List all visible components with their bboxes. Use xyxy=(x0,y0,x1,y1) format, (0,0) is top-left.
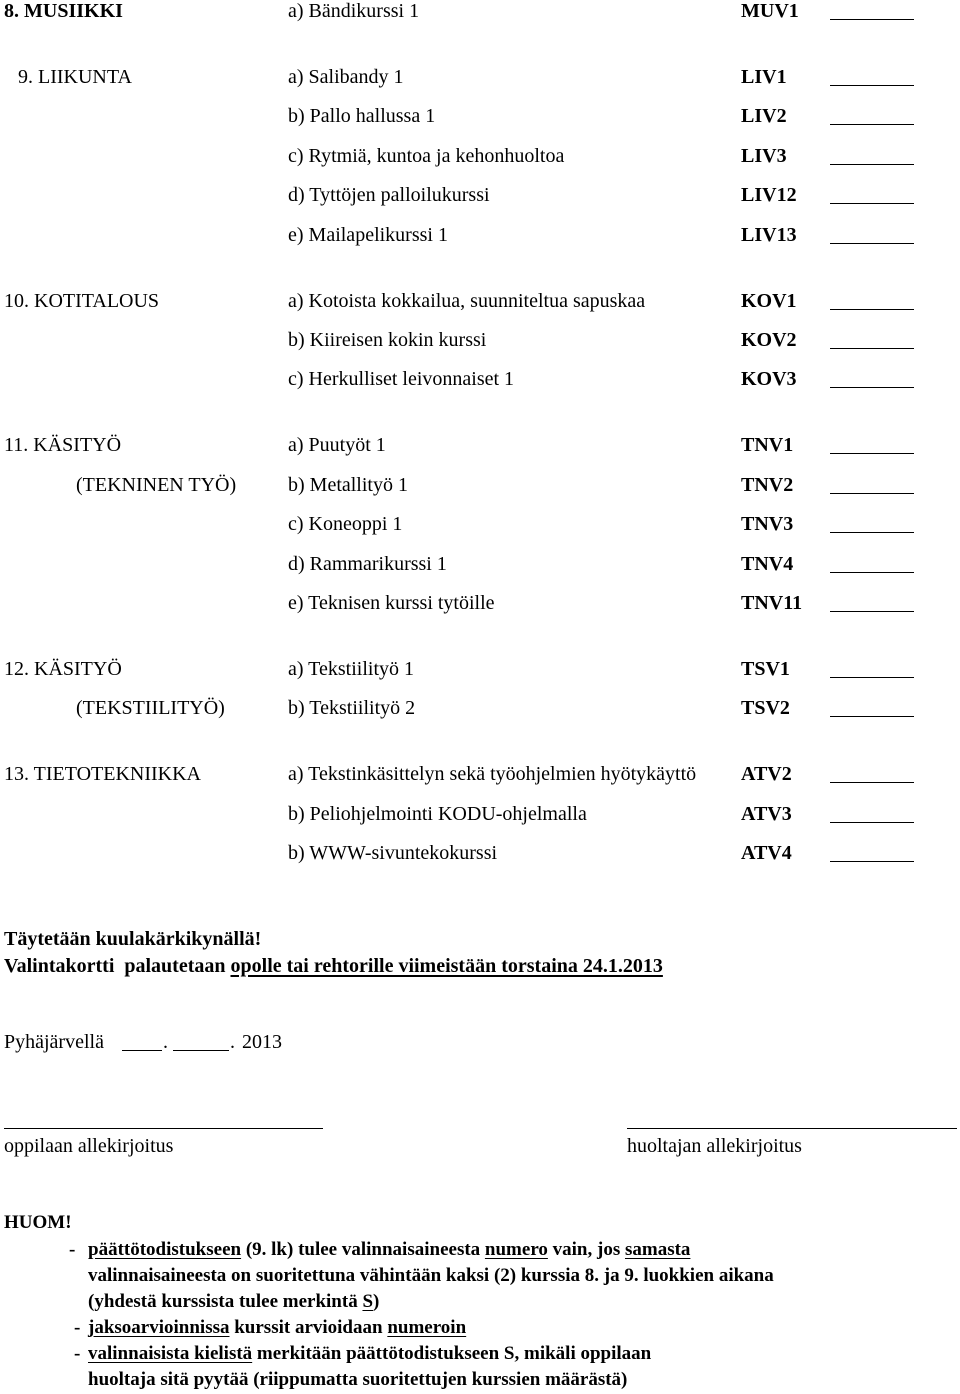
pen-instruction: Täytetään kuulakärkikynällä! xyxy=(4,928,262,950)
day-field[interactable] xyxy=(122,1050,162,1051)
course-code: LIV2 xyxy=(741,105,787,128)
student-signature-line[interactable] xyxy=(4,1128,323,1129)
note-title: HUOM! xyxy=(4,1212,72,1233)
note-bullet-1-line-3 xyxy=(88,1292,379,1311)
course-label: d) Tyttöjen palloilukurssi xyxy=(288,184,490,207)
course-label: b) Tekstiilityö 2 xyxy=(288,697,416,720)
note-bullet-1-line-2: valinnaisaineesta on suoritettuna vähintään kaksi (2) kurssia 8. ja 9. luokkien aikana xyxy=(88,1265,774,1286)
note-bullet-3-line-1 xyxy=(88,1344,651,1363)
course-code: ATV2 xyxy=(741,763,792,786)
note-bullet-2 xyxy=(88,1318,466,1337)
course-choice-blank[interactable] xyxy=(830,309,914,310)
course-label: d) Rammarikurssi 1 xyxy=(288,552,447,575)
course-choice-blank[interactable] xyxy=(830,348,914,349)
course-choice-blank[interactable] xyxy=(830,822,914,823)
note-bullet-1-text-3: (yhdestä kurssista tulee merkintä xyxy=(88,1291,363,1312)
note-term-same: samasta xyxy=(624,1239,691,1260)
date-year: 2013 xyxy=(242,1031,282,1053)
course-label: b) WWW-sivuntekokurssi xyxy=(288,842,498,865)
note-bullet-1-line-1 xyxy=(88,1240,690,1259)
course-code: LIV3 xyxy=(741,144,787,167)
note-bullet-3-dash: - xyxy=(74,1343,81,1364)
course-code: LIV1 xyxy=(741,66,787,88)
course-code: KOV3 xyxy=(741,368,797,391)
course-code: KOV2 xyxy=(741,329,797,351)
subject-name: 12. KÄSITYÖ xyxy=(4,658,122,680)
return-deadline: opolle tai rehtorille viimeistään torstaina 24.1.2013 xyxy=(230,955,663,977)
course-choice-blank[interactable] xyxy=(830,677,914,678)
course-label: e) Teknisen kurssi tytöille xyxy=(288,592,495,614)
course-label: a) Tekstinkäsittelyn sekä työohjelmien hyötykäyttö xyxy=(288,763,697,786)
return-instruction-text: Valintakortti palautetaan xyxy=(4,955,231,977)
course-code: TNV4 xyxy=(741,552,794,575)
course-code: TNV11 xyxy=(741,592,803,614)
course-choice-blank[interactable] xyxy=(830,611,914,612)
course-choice-blank[interactable] xyxy=(830,861,914,862)
course-label: b) Metallityö 1 xyxy=(288,473,408,496)
note-bullet-1-text-1: (9. lk) tulee valinnaisaineesta xyxy=(241,1239,485,1260)
course-choice-blank[interactable] xyxy=(830,203,914,204)
course-label: a) Puutyöt 1 xyxy=(288,434,386,457)
note-bullet-3-line-2: huoltaja sitä pyytää (riippumatta suoritettujen kurssien määrästä) xyxy=(88,1369,628,1390)
note-term-s: S xyxy=(362,1291,374,1312)
date-line xyxy=(4,1032,104,1052)
course-label: a) Tekstiilityö 1 xyxy=(288,658,414,680)
course-code: MUV1 xyxy=(741,0,799,22)
date-separator-1: . xyxy=(163,1031,168,1053)
course-label: c) Koneoppi 1 xyxy=(288,513,403,536)
course-code: TNV2 xyxy=(741,473,794,496)
course-choice-blank[interactable] xyxy=(830,453,914,454)
subject-subtitle: (TEKNINEN TYÖ) xyxy=(76,473,237,496)
course-choice-blank[interactable] xyxy=(830,532,914,533)
date-place: Pyhäjärvellä xyxy=(4,1031,104,1053)
month-field[interactable] xyxy=(173,1050,229,1051)
course-code: ATV4 xyxy=(741,842,792,865)
course-choice-blank[interactable] xyxy=(830,243,914,244)
course-code: ATV3 xyxy=(741,802,792,825)
course-code: TSV1 xyxy=(741,658,790,680)
course-label: c) Herkulliset leivonnaiset 1 xyxy=(288,368,515,391)
note-term-final-certificate: päättötodistukseen xyxy=(88,1239,242,1260)
course-code: LIV12 xyxy=(741,184,797,207)
note-bullet-2-dash: - xyxy=(74,1317,81,1338)
course-label: c) Rytmiä, kuntoa ja kehonhuoltoa xyxy=(288,144,565,167)
guardian-signature-label: huoltajan allekirjoitus xyxy=(627,1135,802,1157)
course-code: TSV2 xyxy=(741,697,790,720)
student-signature-label: oppilaan allekirjoitus xyxy=(4,1135,174,1157)
subject-name: 8. MUSIIKKI xyxy=(4,0,123,22)
note-bullet-1-text-4: ) xyxy=(373,1291,380,1312)
course-code: KOV1 xyxy=(741,289,797,312)
guardian-signature-line[interactable] xyxy=(627,1128,957,1129)
note-term-optional-languages: valinnaisista kielistä xyxy=(88,1343,253,1364)
note-term-numbers: numeroin xyxy=(387,1317,467,1338)
note-bullet-1-text-2: vain, jos xyxy=(547,1239,625,1260)
course-label: a) Bändikurssi 1 xyxy=(288,0,420,22)
course-choice-blank[interactable] xyxy=(830,572,914,573)
date-separator-2: . xyxy=(230,1031,235,1053)
course-choice-blank[interactable] xyxy=(830,85,914,86)
course-choice-blank[interactable] xyxy=(830,493,914,494)
course-choice-blank[interactable] xyxy=(830,387,914,388)
subject-name: 13. TIETOTEKNIIKKA xyxy=(4,763,202,786)
course-choice-blank[interactable] xyxy=(830,164,914,165)
note-bullet-3-text: merkitään päättötodistukseen S, mikäli oppilaan xyxy=(252,1343,652,1364)
course-label: a) Kotoista kokkailua, suunniteltua sapuskaa xyxy=(288,289,646,312)
subject-name: 10. KOTITALOUS xyxy=(4,289,160,312)
note-bullet-1-dash: - xyxy=(69,1239,76,1260)
course-choice-blank[interactable] xyxy=(830,19,914,20)
subject-subtitle: (TEKSTIILITYÖ) xyxy=(76,697,225,720)
course-code: LIV13 xyxy=(741,223,797,246)
subject-name: 11. KÄSITYÖ xyxy=(4,434,122,457)
course-choice-blank[interactable] xyxy=(830,782,914,783)
course-choice-blank[interactable] xyxy=(830,716,914,717)
course-code: TNV1 xyxy=(741,434,794,457)
subject-name: 9. LIIKUNTA xyxy=(18,66,132,88)
course-label: e) Mailapelikurssi 1 xyxy=(288,223,448,246)
course-choice-blank[interactable] xyxy=(830,124,914,125)
course-label: b) Kiireisen kokin kurssi xyxy=(288,329,487,351)
note-term-number: numero xyxy=(484,1239,548,1260)
course-label: a) Salibandy 1 xyxy=(288,66,404,88)
note-bullet-2-text: kurssit arvioidaan xyxy=(229,1317,388,1338)
course-label: b) Peliohjelmointi KODU-ohjelmalla xyxy=(288,802,587,825)
course-code: TNV3 xyxy=(741,513,794,536)
course-label: b) Pallo hallussa 1 xyxy=(288,105,436,128)
return-instruction xyxy=(4,956,663,976)
note-term-period-assessment: jaksoarvioinnissa xyxy=(88,1317,230,1338)
